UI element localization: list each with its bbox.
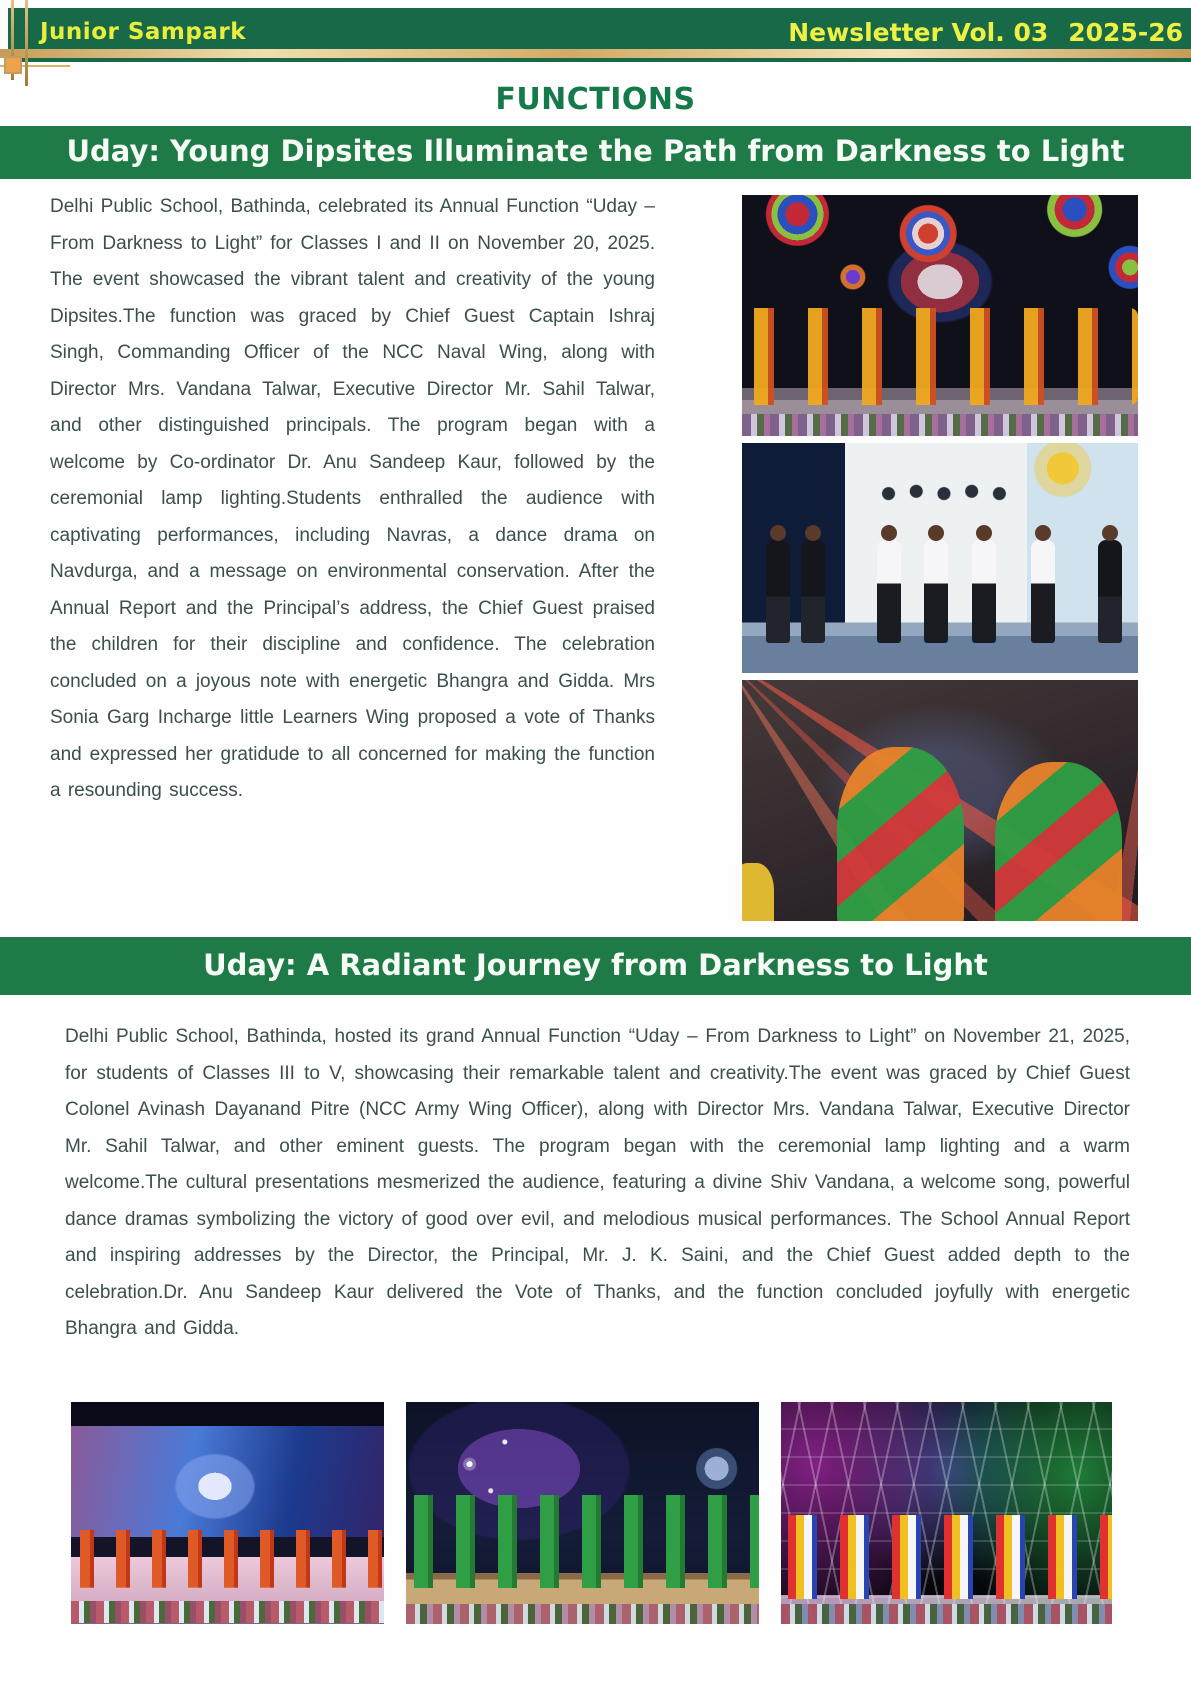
child-figure-decoration [924, 540, 948, 644]
photo-shiv-vandana [71, 1402, 384, 1624]
flowers-border-decoration [406, 1604, 759, 1624]
article2-photo-row [71, 1402, 1191, 1624]
newsletter-header [0, 0, 1191, 70]
section-title-functions: FUNCTIONS [495, 82, 696, 117]
child-figure-decoration [972, 540, 996, 644]
brand-title: Junior Sampark [40, 19, 247, 45]
gold-stripe-decoration [0, 49, 1191, 58]
child-figure-decoration [1098, 540, 1122, 644]
photo-navdurga-dance [742, 195, 1138, 436]
photo-bhangra-finale [781, 1402, 1112, 1624]
article2-title: Uday: A Radiant Journey from Darkness to Light [203, 948, 988, 982]
child-figure-decoration [766, 540, 790, 644]
article1-photo-column [742, 195, 1138, 921]
article1-title: Uday: Young Dipsites Illuminate the Path from Darkness to Light [66, 134, 1125, 168]
flowers-border-decoration [781, 1604, 1112, 1624]
gold-line-decoration [25, 0, 28, 86]
dancers-decoration [742, 308, 1138, 404]
dancer-figure-decoration [742, 863, 774, 921]
dancers-decoration [406, 1495, 759, 1588]
article1-title-banner [0, 126, 1191, 179]
newsletter-issue-info [788, 18, 1183, 47]
flowers-border-decoration [742, 414, 1138, 436]
article2-title-banner [0, 937, 1191, 995]
child-figure-decoration [1031, 540, 1055, 644]
dancer-figure-decoration [837, 747, 964, 921]
newsletter-volume: Newsletter Vol. 03 [788, 18, 1049, 47]
article1-content [50, 195, 1138, 921]
photo-green-costume-dance [406, 1402, 759, 1624]
child-figure-decoration [801, 540, 825, 644]
newsletter-year: 2025-26 [1068, 18, 1183, 47]
article2-body: Delhi Public School, Bathinda, hosted its grand Annual Function “Uday – From Darkness to Light” on November 21, 2025, for students of Classes III to V, showcasing their remarkable talent and creativity.The event was graced by Chief Guest Colonel Avinash Dayanand Pitre (NCC Army Wing Officer), along with Director Mrs. Vandana Talwar, Executive Director Mr. Sahil Talwar, and other eminent guests. The program began with the ceremonial lamp lighting and a warm welcome.The cultural presentations mesmerized the audience, featuring a divine Shiv Vandana, a welcome song, powerful dance dramas symbolizing the victory of good over evil, and melodious musical performances. The School Annual Report and inspiring addresses by the Director, the Principal, Mr. J. K. Saini, and the Chief Guest added depth to the celebration.Dr. Anu Sandeep Kaur delivered the Vote of Thanks, and the function concluded joyfully with energetic Bhangra and Gidda. [65, 1026, 1130, 1339]
article1-body: Delhi Public School, Bathinda, celebrated its Annual Function “Uday – From Darkness to Light” for Classes I and II on November 20, 2025. The event showcased the vibrant talent and creativity of the young Dipsites.The function was graced by Chief Guest Captain Ishraj Singh, Commanding Officer of the NCC Naval Wing, along with Director Mrs. Vandana Talwar, Executive Director Mr. Sahil Talwar, and other distinguished principals. The program began with a welcome by Co-ordinator Dr. Anu Sandeep Kaur, followed by the ceremonial lamp lighting.Students enthralled the audience with captivating performances, including Navras, a dance drama on Navdurga, and a message on environmental conservation. After the Annual Report and the Principal’s address, the Chief Guest praised the children for their discipline and confidence. The celebration concluded on a joyous note with energetic Bhangra and Gidda. Mrs Sonia Garg Incharge little Learners Wing proposed a vote of Thanks and expressed her gratidude to all concerned for making the function a resounding success. [50, 196, 655, 801]
dancers-decoration [781, 1515, 1112, 1599]
photo-student-comperes [742, 443, 1138, 673]
photo-gidda-dancers [742, 680, 1138, 921]
gold-square-ornament [4, 56, 22, 74]
child-figure-decoration [877, 540, 901, 644]
dancer-figure-decoration [995, 762, 1122, 921]
header-green-bar [8, 8, 1191, 62]
